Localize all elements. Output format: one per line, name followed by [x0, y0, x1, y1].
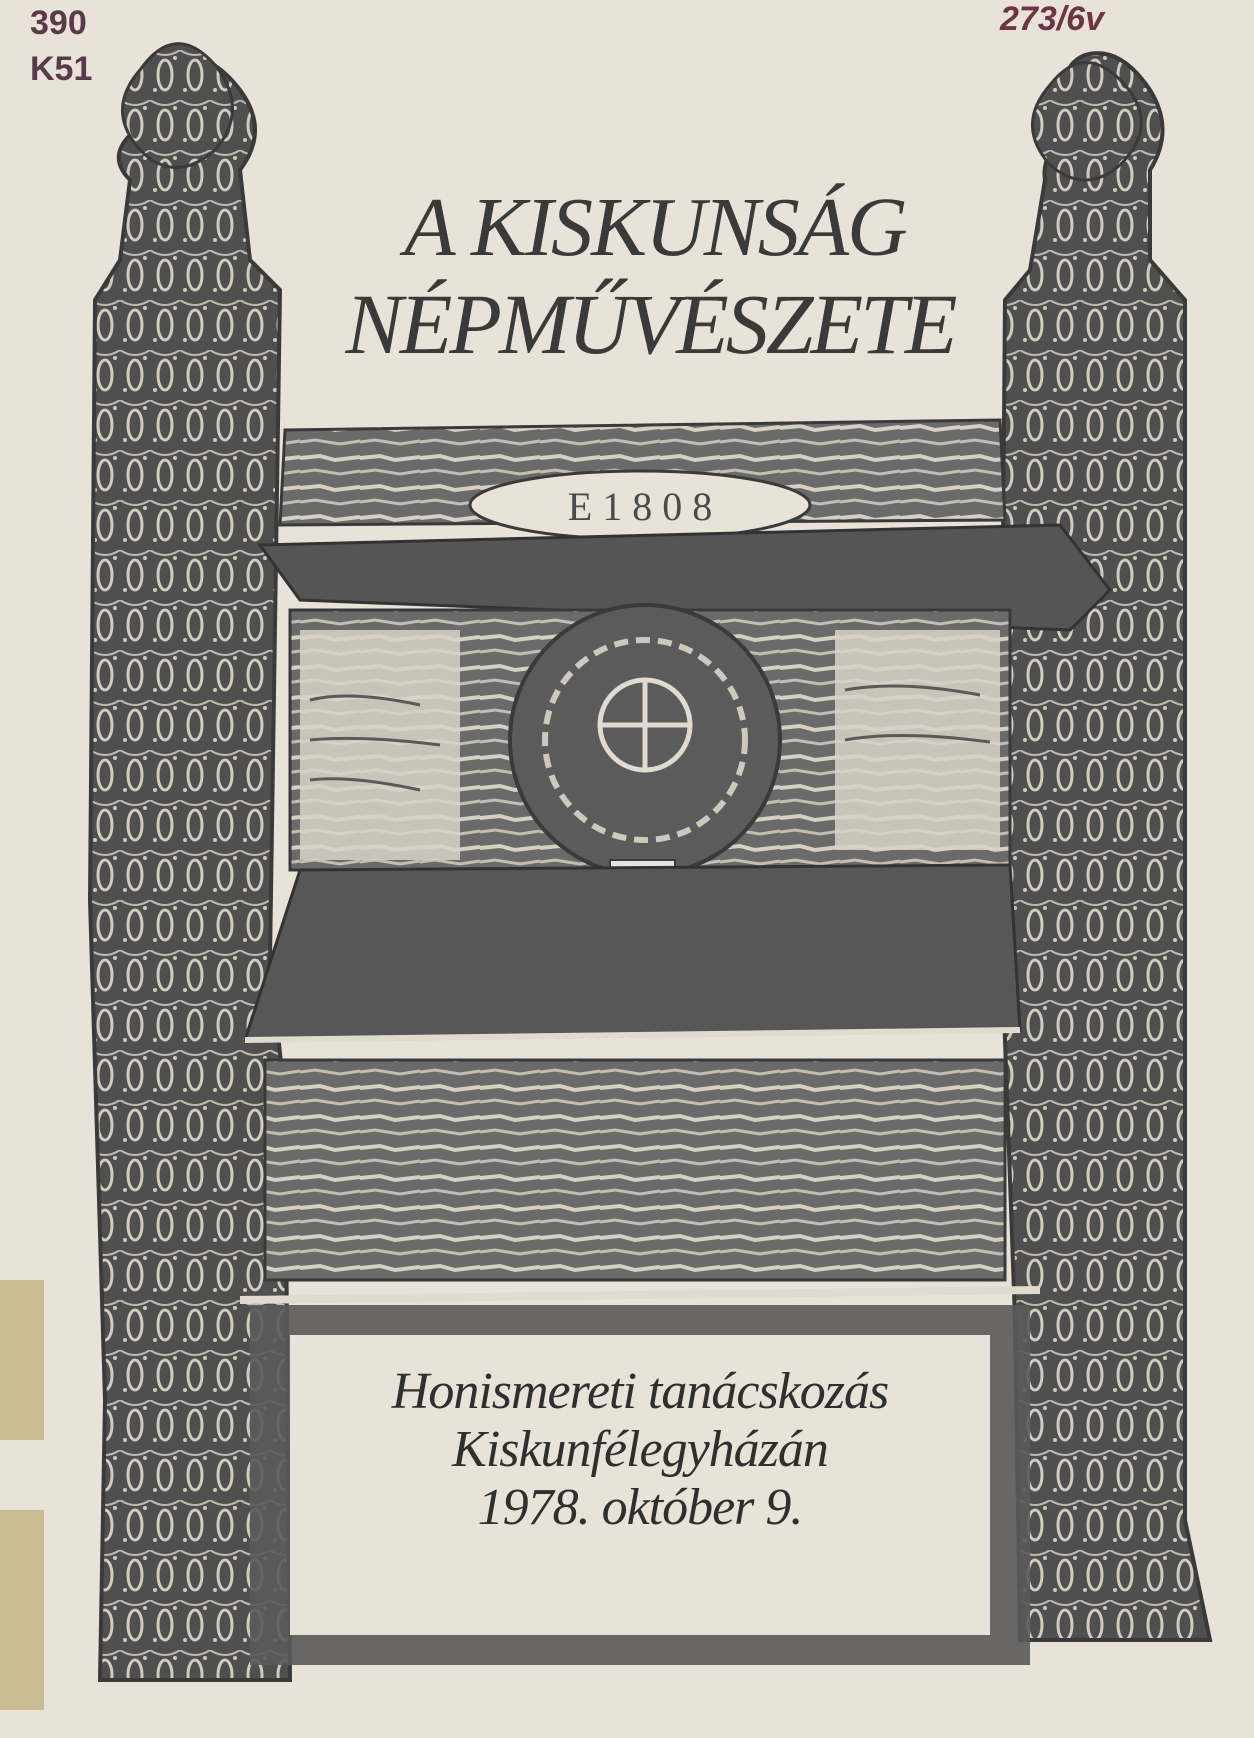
title-line-1: A KISKUNSÁG	[404, 181, 906, 274]
title-line-2: NÉPMŰVÉSZETE	[345, 276, 955, 372]
subtitle-panel	[290, 1335, 990, 1635]
library-call-number	[30, 0, 92, 92]
subtitle-line-2: Kiskunfélegyházán	[452, 1421, 828, 1478]
inventory-number: 273/6v	[1000, 0, 1104, 38]
call-number-line-1: 390	[30, 4, 87, 42]
cover-title	[300, 180, 1000, 372]
library-sticker-lower	[0, 1510, 44, 1710]
svg-text:E 1 8 0 8: E 1 8 0 8	[567, 484, 713, 529]
library-sticker-upper	[0, 1280, 44, 1440]
subtitle-line-3: 1978. október 9.	[477, 1479, 803, 1536]
subtitle-line-1: Honismereti tanácskozás	[391, 1363, 889, 1420]
call-number-line-2: K51	[30, 50, 93, 88]
